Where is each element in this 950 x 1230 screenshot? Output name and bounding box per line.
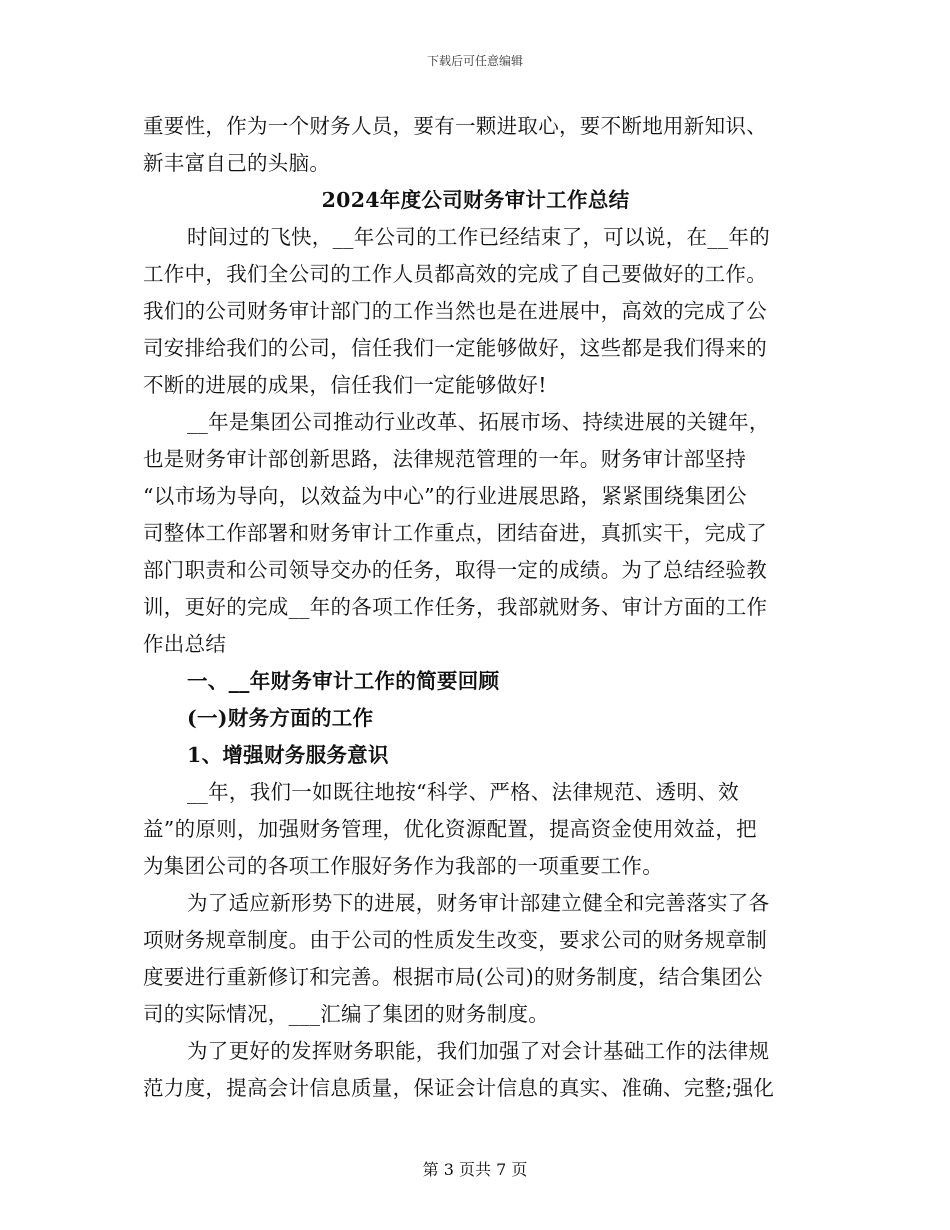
body-text-line: 司安排给我们的公司，信任我们一定能够做好，这些都是我们得来的 (143, 336, 767, 360)
body-text-line: 司的实际情况，___汇编了集团的财务制度。 (143, 1002, 550, 1026)
body-text-line: 项财务规章制度。由于公司的性质发生改变，要求公司的财务规章制 (143, 928, 767, 952)
header-note: 下载后可任意编辑 (426, 54, 523, 68)
body-text-line: 我们的公司财务审计部门的工作当然也是在进展中，高效的完成了公 (143, 299, 767, 323)
body-text-line: 益”的原则，加强财务管理，优化资源配置，提高资金使用效益，把 (143, 817, 757, 841)
document-title: 2024年度公司财务审计工作总结 (321, 188, 630, 212)
section-heading: 一、__年财务审计工作的简要回顾 (187, 669, 500, 693)
body-text-line: “以市场为导向，以效益为中心”的行业进展思路，紧紧围绕集团公 (143, 484, 747, 508)
paragraph-first-line: __年，我们一如既往地按“科学、严格、法律规范、透明、效 (187, 780, 739, 804)
body-text-line: 度要进行重新修订和完善。根据市局(公司)的财务制度，结合集团公 (143, 965, 763, 989)
body-text-line: 司整体工作部署和财务审计工作重点，团结奋进，真抓实干，完成了 (143, 521, 767, 545)
body-text-line: 训，更好的完成__年的各项工作任务，我部就财务、审计方面的工作 (143, 595, 768, 619)
body-text-line: 工作中，我们全公司的工作人员都高效的完成了自己要做好的工作。 (143, 262, 767, 286)
body-text-line: 不断的进展的成果，信任我们一定能够做好! (143, 373, 547, 397)
body-text-line: 部门职责和公司领导交办的任务，取得一定的成绩。为了总结经验教 (143, 558, 767, 582)
body-text-line: 为集团公司的各项工作服好务作为我部的一项重要工作。 (143, 854, 663, 878)
paragraph-first-line: 为了适应新形势下的进展，财务审计部建立健全和完善落实了各 (187, 891, 770, 915)
body-text-line: 重要性，作为一个财务人员，要有一颗进取心，要不断地用新知识、 (143, 114, 767, 138)
body-text-line: 作出总结 (143, 632, 227, 656)
page-indicator: 第 3 页共 7 页 (422, 1160, 528, 1179)
paragraph-first-line: 为了更好的发挥财务职能，我们加强了对会计基础工作的法律规 (187, 1039, 770, 1063)
document-body (143, 108, 808, 1107)
section-heading: 1、增强财务服务意识 (187, 743, 389, 767)
section-heading: (一)财务方面的工作 (187, 706, 374, 730)
body-text-line: 也是财务审计部创新思路，法律规范管理的一年。财务审计部坚持 (143, 447, 747, 471)
body-text-line: 新丰富自己的头脑。 (143, 151, 331, 175)
paragraph-first-line: 时间过的飞快，__年公司的工作已经结束了，可以说，在__年的 (187, 225, 770, 249)
body-text-line: 范力度，提高会计信息质量，保证会计信息的真实、准确、完整;强化 (143, 1076, 775, 1100)
paragraph-first-line: __年是集团公司推动行业改革、拓展市场、持续进展的关键年， (187, 410, 770, 434)
